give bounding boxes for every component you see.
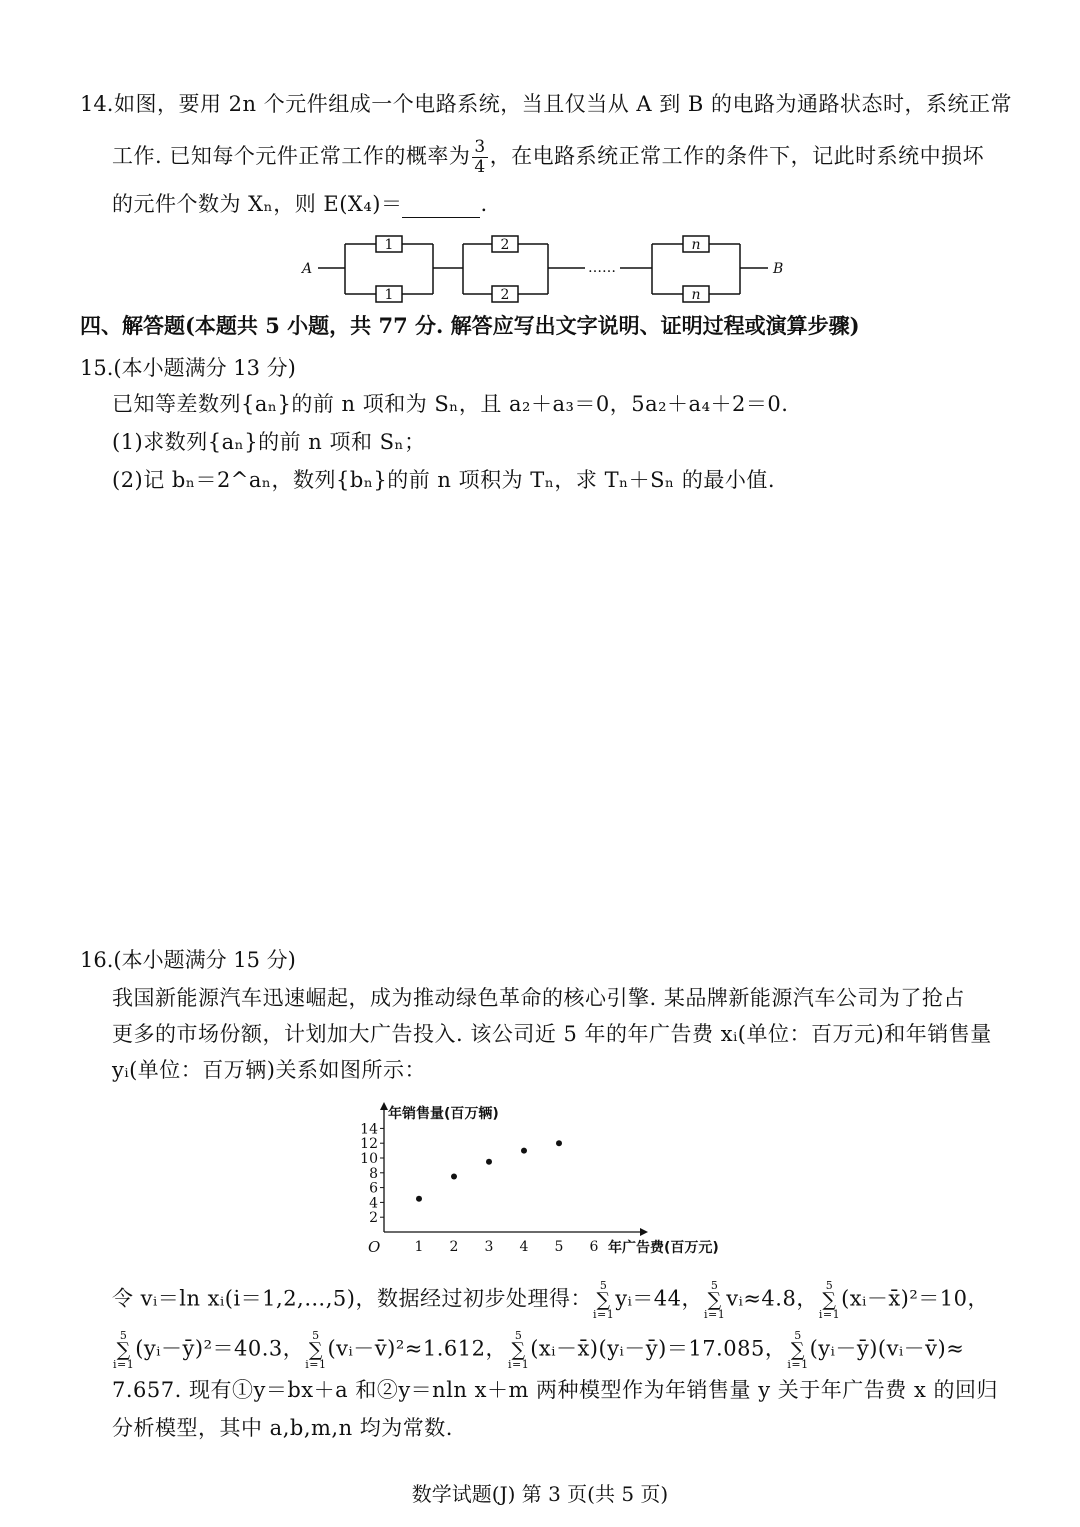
chart-origin: O [368,1238,381,1256]
data-point [521,1148,527,1154]
q15-part1: (1)求数列{aₙ}的前 n 项和 Sₙ； [112,430,426,454]
x-tick-label: 4 [519,1239,529,1255]
y-tick-label: 4 [369,1195,378,1212]
q14-line2-pre: 工作. 已知每个元件正常工作的概率为 [112,144,471,168]
q16-line1: 我国新能源汽车迅速崛起，成为推动绿色革命的核心引擎. 某品牌新能源汽车公司为了抢占 [112,986,965,1010]
q16-after3: 7.657. 现有①y＝bx＋a 和②y＝nln x＋m 两种模型作为年销售量 y 关于年广告费 x 的回归 [112,1378,998,1402]
sum-symbol: 5 ∑ i=1 [305,1329,327,1371]
boxn-top: n [691,237,701,253]
y-tick-label: 10 [360,1151,378,1167]
y-tick-label: 2 [369,1210,378,1227]
box1-bottom: 1 [384,287,394,303]
fraction-3-4: $\frac{3}{4}$ [474,137,486,177]
box2-bottom: 2 [500,287,510,303]
q15-part2: (2)记 bₙ＝2^aₙ，数列{bₙ}的前 n 项积为 Tₙ，求 Tₙ＋Sₙ 的最小值. [112,468,775,492]
q16-number: 16.(本小题满分 15 分) [80,948,296,972]
box2-top: 2 [500,237,510,253]
x-tick-label: 3 [484,1239,494,1255]
q14-line2-post: ，在电路系统正常工作的条件下，记此时系统中损坏 [489,144,985,168]
label-a: A [302,261,313,277]
sum-symbol: 5 ∑ i=1 [592,1279,615,1321]
q16-after4: 分析模型，其中 a,b,m,n 均为常数. [112,1416,453,1440]
sum-symbol: 5 ∑ i=1 [787,1329,809,1371]
data-point [556,1140,562,1146]
box1-top: 1 [384,237,394,253]
y-tick-label: 8 [369,1165,378,1182]
x-tick-label: 1 [414,1239,424,1255]
y-tick-label: 6 [369,1180,378,1197]
y-tick-label: 12 [360,1136,378,1153]
data-point [416,1196,422,1202]
y-tick-label: 14 [360,1121,378,1138]
page-footer: 数学试题(J) 第 3 页(共 5 页) [411,1482,669,1506]
q14-number: 14. [80,92,114,116]
sum-symbol: 5 ∑ i=1 [704,1279,726,1321]
sum-symbol: 5 ∑ i=1 [818,1279,841,1321]
x-tick-label: 5 [554,1239,564,1255]
section4-title: 四、解答题(本题共 5 小题，共 77 分. 解答应写出文字说明、证明过程或演算步骤) [80,313,860,338]
answer-blank[interactable] [402,197,480,218]
q14-line2 [112,138,984,177]
chart-ylabel: 年销售量(百万辆) [388,1106,499,1122]
boxn-bottom: n [691,287,701,303]
label-b: B [773,261,784,277]
q16-line3: yᵢ(单位：百万辆)关系如图所示： [112,1058,426,1082]
q15-stem: 已知等差数列{aₙ}的前 n 项和为 Sₙ，且 a₂＋a₃＝0，5a₂＋a₄＋2＝0. [112,392,789,416]
x-tick-label: 6 [589,1239,599,1255]
q15-number: 15.(本小题满分 13 分) [80,356,296,380]
circuit-diagram [290,232,800,307]
circuit-dots: …… [588,260,616,276]
q16-line2: 更多的市场份额，计划加大广告投入. 该公司近 5 年的年广告费 xᵢ(单位：百万元)和年销售量 [112,1022,992,1046]
q16-after2: 5 ∑ i=1(yᵢ－ȳ)²＝40.3，5 ∑ i=1(vᵢ－v̄)²≈1.612，5 ∑ i=1(xᵢ－x̄)(yᵢ－ȳ)＝17.085，5 ∑ i=1(yᵢ－ȳ)(vᵢ－v̄)≈ [113,1329,965,1371]
q14-line3-pre: 的元件个数为 Xₙ，则 E(X₄)＝ [112,192,403,216]
q14-line3 [112,190,488,218]
data-point [451,1174,457,1180]
chart-xlabel: 年广告费(百万元) [608,1240,719,1256]
data-point [486,1159,492,1165]
q16-after1: 令 vᵢ＝ln xᵢ(i＝1,2,…,5)，数据经过初步处理得：5 ∑ i=1yᵢ＝44，5 ∑ i=1vᵢ≈4.8，5 ∑ i=1(xᵢ－x̄)²＝10， [112,1279,990,1321]
x-tick-label: 2 [449,1239,459,1255]
scatter-chart [340,1098,760,1264]
sum-symbol: 5 ∑ i=1 [113,1329,135,1371]
q14-line1: 如图，要用 2n 个元件组成一个电路系统，当且仅当从 A 到 B 的电路为通路状态时，系统正常 [114,92,1013,116]
sum-symbol: 5 ∑ i=1 [507,1329,530,1371]
q14-line3-post: . [480,192,488,216]
